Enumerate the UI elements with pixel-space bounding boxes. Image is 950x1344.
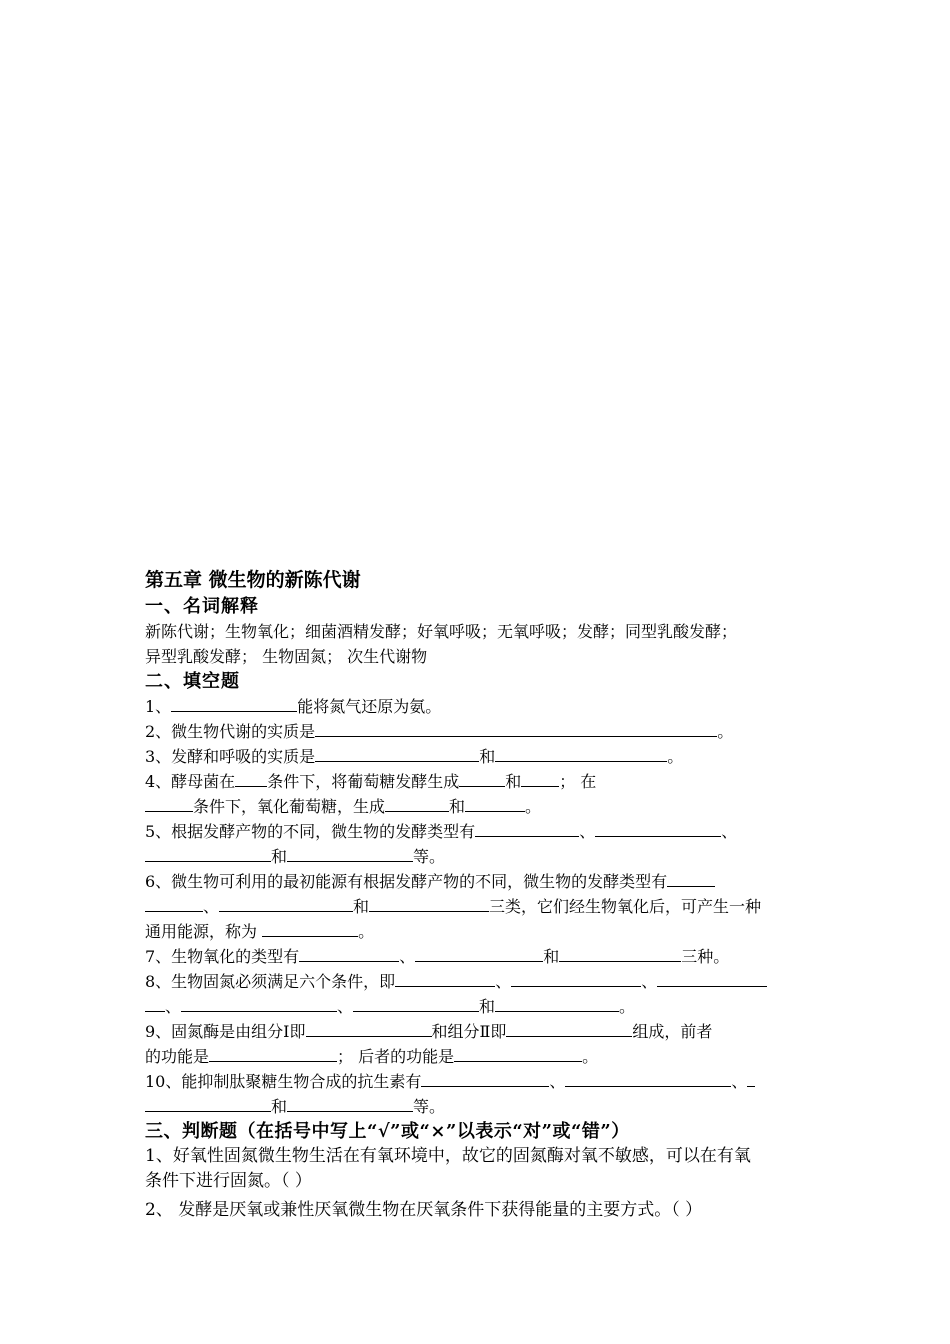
tf-question-1-line-1: 1、好氧性固氮微生物生活在有氧环境中，故它的固氮酶对氧不敏感，可以在有氧	[145, 1146, 751, 1166]
q9-blank-4[interactable]	[454, 1044, 582, 1062]
q4-text-c: 和	[505, 772, 522, 791]
q7-text-b: 、	[399, 947, 416, 966]
q7-text-d: 三种。	[681, 947, 730, 966]
fill-question-5	[145, 819, 810, 869]
q10-text-a: 10、能抑制肽聚糖生物合成的抗生素有	[145, 1072, 422, 1091]
q2-blank-1[interactable]	[315, 719, 717, 737]
fill-question-7	[145, 944, 810, 969]
q5-text-a: 5、根据发酵产物的不同，微生物的发酵类型有	[145, 822, 476, 841]
q4-text-g: 。	[525, 797, 542, 816]
q6-text-b: 、	[203, 897, 220, 916]
q6-text-a: 6、微生物可利用的最初能源有根据发酵产物的不同，微生物的发酵类型有	[145, 872, 668, 891]
q6-text-f: 。	[358, 922, 375, 941]
q7-blank-2[interactable]	[415, 944, 543, 962]
fill-question-10	[145, 1069, 810, 1119]
q4-blank-4[interactable]	[145, 794, 193, 812]
q1-text-a: 1、	[145, 697, 172, 716]
fill-question-3	[145, 744, 810, 769]
q4-blank-2[interactable]	[459, 769, 505, 787]
q5-blank-1[interactable]	[475, 819, 579, 837]
q8-blank-5[interactable]	[353, 994, 479, 1012]
q6-blank-1b[interactable]	[145, 894, 203, 912]
q4-blank-5[interactable]	[385, 794, 449, 812]
q4-text-d: ； 在	[559, 772, 597, 791]
q10-blank-3b[interactable]	[145, 1094, 271, 1112]
q9-text-b: 和组分Ⅱ即	[431, 1022, 507, 1041]
section-1-heading: 一、名词解释	[145, 596, 259, 617]
q7-blank-3[interactable]	[559, 944, 681, 962]
q5-blank-4[interactable]	[287, 844, 413, 862]
q4-text-e: 条件下，氧化葡萄糖，生成	[193, 797, 386, 816]
q5-blank-3[interactable]	[145, 844, 271, 862]
q10-blank-3a[interactable]	[747, 1069, 755, 1087]
q8-text-g: 。	[619, 997, 636, 1016]
q3-text-a: 3、发酵和呼吸的实质是	[145, 747, 316, 766]
q4-text-f: 和	[449, 797, 466, 816]
q8-blank-6[interactable]	[495, 994, 619, 1012]
q5-text-e: 等。	[413, 847, 446, 866]
q9-text-e: ； 后者的功能是	[337, 1047, 455, 1066]
q4-text-b: 条件下，将葡萄糖发酵生成	[267, 772, 460, 791]
tf-question-2: 2、 发酵是厌氧或兼性厌氧微生物在厌氧条件下获得能量的主要方式。（ ）	[145, 1200, 703, 1220]
q10-blank-1[interactable]	[421, 1069, 549, 1087]
q6-blank-2[interactable]	[219, 894, 353, 912]
q5-text-d: 和	[271, 847, 288, 866]
q6-blank-4[interactable]	[262, 919, 358, 937]
q10-blank-2[interactable]	[565, 1069, 731, 1087]
q9-text-c: 组成，前者	[632, 1022, 713, 1041]
q2-text-a: 2、微生物代谢的实质是	[145, 722, 316, 741]
q9-text-a: 9、固氮酶是由组分Ⅰ即	[145, 1022, 306, 1041]
q5-blank-2[interactable]	[595, 819, 721, 837]
document-page	[145, 566, 810, 1223]
q8-text-f: 和	[479, 997, 496, 1016]
q6-text-c: 和	[353, 897, 370, 916]
section-2-heading: 二、填空题	[145, 671, 240, 692]
q10-blank-4[interactable]	[287, 1094, 413, 1112]
q3-blank-2[interactable]	[495, 744, 667, 762]
q6-text-e: 通用能源，称为	[145, 922, 263, 941]
q6-text-d: 三类，它们经生物氧化后，可产生一种	[489, 897, 762, 916]
q4-blank-1[interactable]	[235, 769, 267, 787]
q8-blank-3a[interactable]	[657, 969, 767, 987]
q3-blank-1[interactable]	[315, 744, 479, 762]
fill-question-6	[145, 869, 810, 944]
q6-blank-1a[interactable]	[667, 869, 715, 887]
q10-text-c: 、	[731, 1072, 748, 1091]
q8-blank-2[interactable]	[511, 969, 641, 987]
q2-text-b: 。	[717, 722, 734, 741]
terms-line-2: 异型乳酸发酵； 生物固氮； 次生代谢物	[145, 647, 428, 666]
q8-blank-4[interactable]	[181, 994, 337, 1012]
q9-text-f: 。	[582, 1047, 599, 1066]
q9-blank-1[interactable]	[306, 1019, 432, 1037]
q8-text-c: 、	[641, 972, 658, 991]
q1-blank-1[interactable]	[171, 694, 297, 712]
q8-text-b: 、	[495, 972, 512, 991]
q3-text-c: 。	[667, 747, 684, 766]
q10-text-b: 、	[549, 1072, 566, 1091]
fill-question-4	[145, 769, 810, 819]
q4-blank-3[interactable]	[521, 769, 559, 787]
q9-blank-3[interactable]	[209, 1044, 337, 1062]
q7-blank-1[interactable]	[299, 944, 399, 962]
q4-text-a: 4、酵母菌在	[145, 772, 236, 791]
q8-text-d: 、	[165, 997, 182, 1016]
q1-text-b: 能将氮气还原为氨。	[297, 697, 442, 716]
q10-text-d: 和	[271, 1097, 288, 1116]
q7-text-c: 和	[543, 947, 560, 966]
q8-text-a: 8、生物固氮必须满足六个条件，即	[145, 972, 396, 991]
chapter-title: 第五章 微生物的新陈代谢	[145, 569, 361, 591]
q3-text-b: 和	[479, 747, 496, 766]
q9-blank-2[interactable]	[506, 1019, 632, 1037]
q4-blank-6[interactable]	[465, 794, 525, 812]
q6-blank-3[interactable]	[369, 894, 489, 912]
q8-blank-1[interactable]	[395, 969, 495, 987]
fill-question-1	[145, 694, 810, 719]
q8-blank-3b[interactable]	[145, 994, 165, 1012]
section-3-heading: 三、判断题（在括号中写上“√”或“×”以表示“对”或“错”）	[145, 1121, 630, 1142]
q10-text-e: 等。	[413, 1097, 446, 1116]
q5-text-b: 、	[579, 822, 596, 841]
q9-text-d: 的功能是	[145, 1047, 210, 1066]
fill-question-9	[145, 1019, 810, 1069]
fill-question-8	[145, 969, 810, 1019]
terms-line-1: 新陈代谢；生物氧化；细菌酒精发酵；好氧呼吸；无氧呼吸；发酵；同型乳酸发酵；	[145, 622, 738, 641]
q8-text-e: 、	[337, 997, 354, 1016]
fill-question-2	[145, 719, 810, 744]
q7-text-a: 7、生物氧化的类型有	[145, 947, 300, 966]
tf-question-1-line-2: 条件下进行固氮。（ ）	[145, 1171, 312, 1191]
q5-text-c: 、	[721, 822, 738, 841]
